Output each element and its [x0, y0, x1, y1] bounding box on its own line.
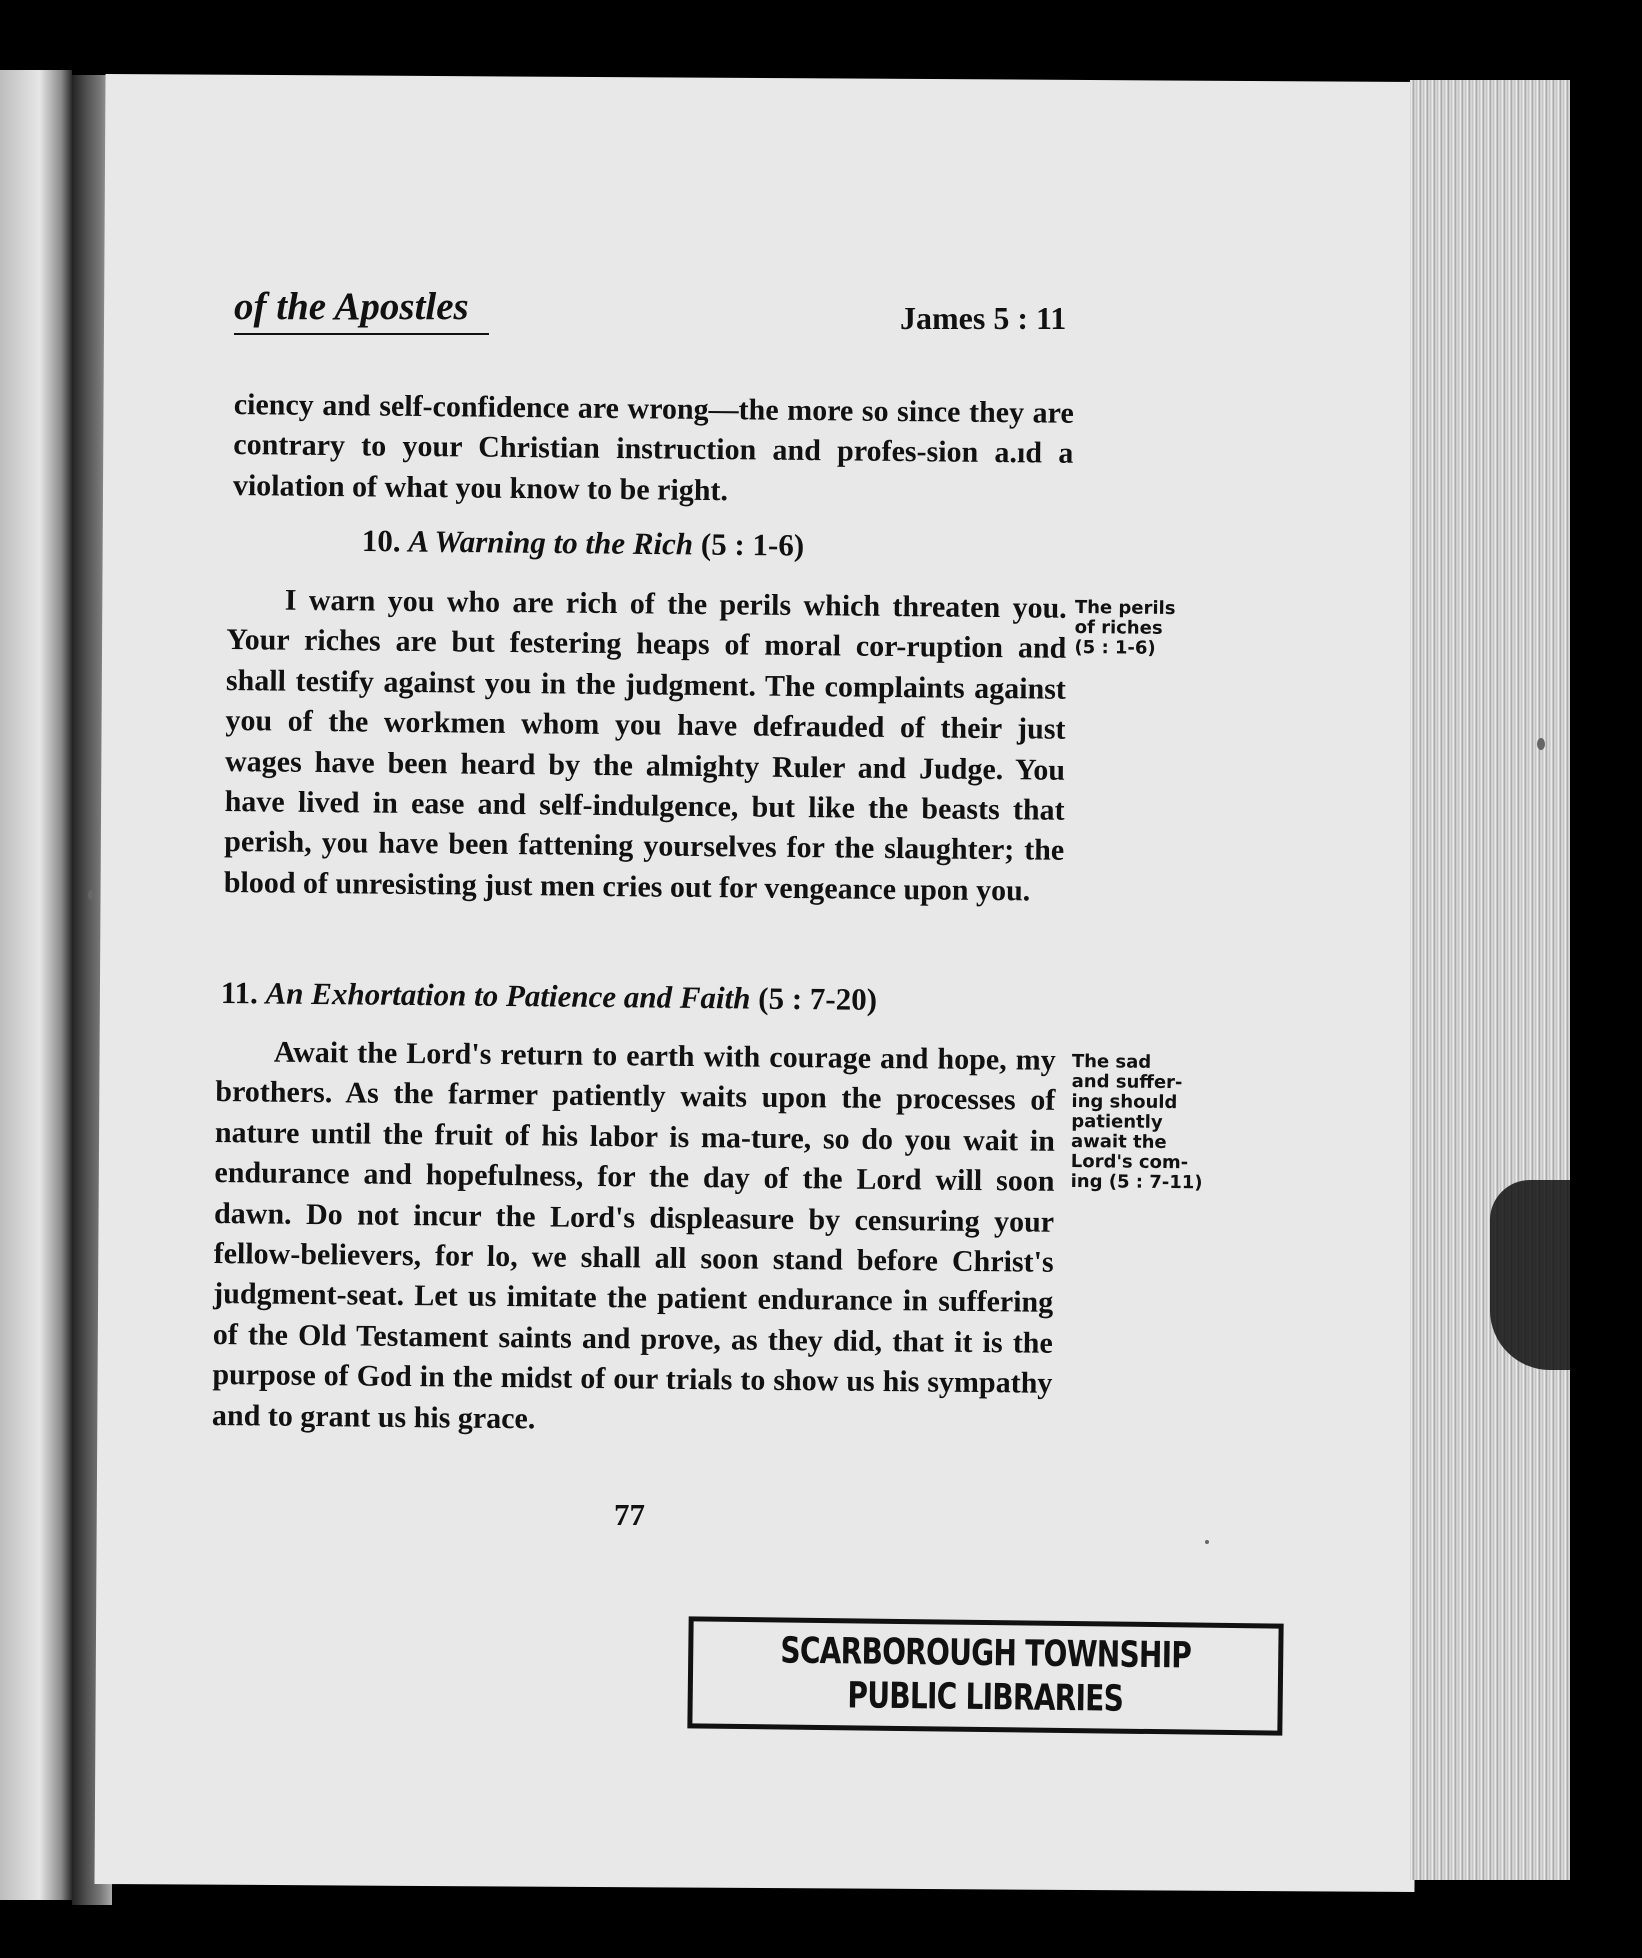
margin-note-line: and suffer- — [1071, 1070, 1183, 1094]
page-number: 77 — [614, 1497, 645, 1532]
intro-paragraph: ciency and self-confidence are wrong—the more so since they are contrary to your Christian instruction and profes-sion a.ıd a violation of what you know to be right. — [232, 387, 1074, 507]
margin-note-line: ing should — [1071, 1090, 1178, 1114]
scan-speck — [1537, 738, 1545, 750]
margin-note-line: Lord's com- — [1070, 1150, 1189, 1174]
section-11-ref: (5 : 7-20) — [758, 980, 878, 1017]
running-head-reference: James 5 : 11 — [900, 300, 1067, 336]
margin-note-line: ing (5 : 7-11) — [1070, 1170, 1203, 1194]
stamp-line-2: PUBLIC LIBRARIES — [847, 1675, 1124, 1720]
margin-note-line: of riches — [1074, 616, 1163, 639]
section-11-paragraph: Await the Lord's return to earth with courage and hope, my brothers. As the farmer patiently waits upon the processes of nature until the fruit of his labor is ma-ture, so do you wait in endurance and hopefulness, for the day of the Lord will soon dawn. Do not incur the Lord's displeasure by censuring your fellow-believers, for lo, we shall all soon stand before Christ's judgment-seat. Let us imitate the patient endurance in suffering of the Old Testament saints and prove, as they did, that it is the purpose of God in the midst of our trials to show us his sympathy and to grant us his grace. — [211, 1035, 1056, 1436]
section-10-heading — [362, 523, 805, 564]
margin-note-line: await the — [1070, 1130, 1167, 1153]
stamp-line-1: SCARBOROUGH TOWNSHIP — [780, 1630, 1192, 1677]
section-10-title: A Warning to the Rich — [408, 523, 694, 562]
margin-note-line: patiently — [1071, 1110, 1163, 1133]
section-10-ref: (5 : 1-6) — [700, 526, 805, 563]
section-10-margin-note — [1074, 598, 1195, 659]
section-11-margin-note — [1071, 1052, 1212, 1193]
margin-note-line: The perils — [1074, 597, 1176, 620]
library-stamp — [687, 1616, 1283, 1735]
margin-note-line: (5 : 1-6) — [1074, 636, 1156, 659]
section-10-number: 10. — [361, 523, 401, 559]
running-head-title: of the Apostles — [234, 284, 489, 335]
scan-speck — [1205, 1540, 1209, 1544]
section-11-heading — [221, 975, 878, 1018]
section-11-number: 11. — [220, 975, 259, 1011]
section-11-title: An Exhortation to Patience and Faith — [265, 975, 751, 1016]
section-10-paragraph: I warn you who are rich of the perils which threaten you. Your riches are but festering heaps of moral cor-ruption and shall testify against you in the judgment. The complaints against you of the workmen whom you have defrauded of their just wages have been heard by the almighty Ruler and Judge. You have lived in ease and self-indulgence, but like the beasts that perish, you have been fattening yourselves for the slaughter; the blood of unresisting just men cries out for vengeance upon you. — [223, 583, 1067, 908]
scan-speck — [88, 890, 94, 900]
margin-note-line: The sad — [1071, 1051, 1152, 1073]
